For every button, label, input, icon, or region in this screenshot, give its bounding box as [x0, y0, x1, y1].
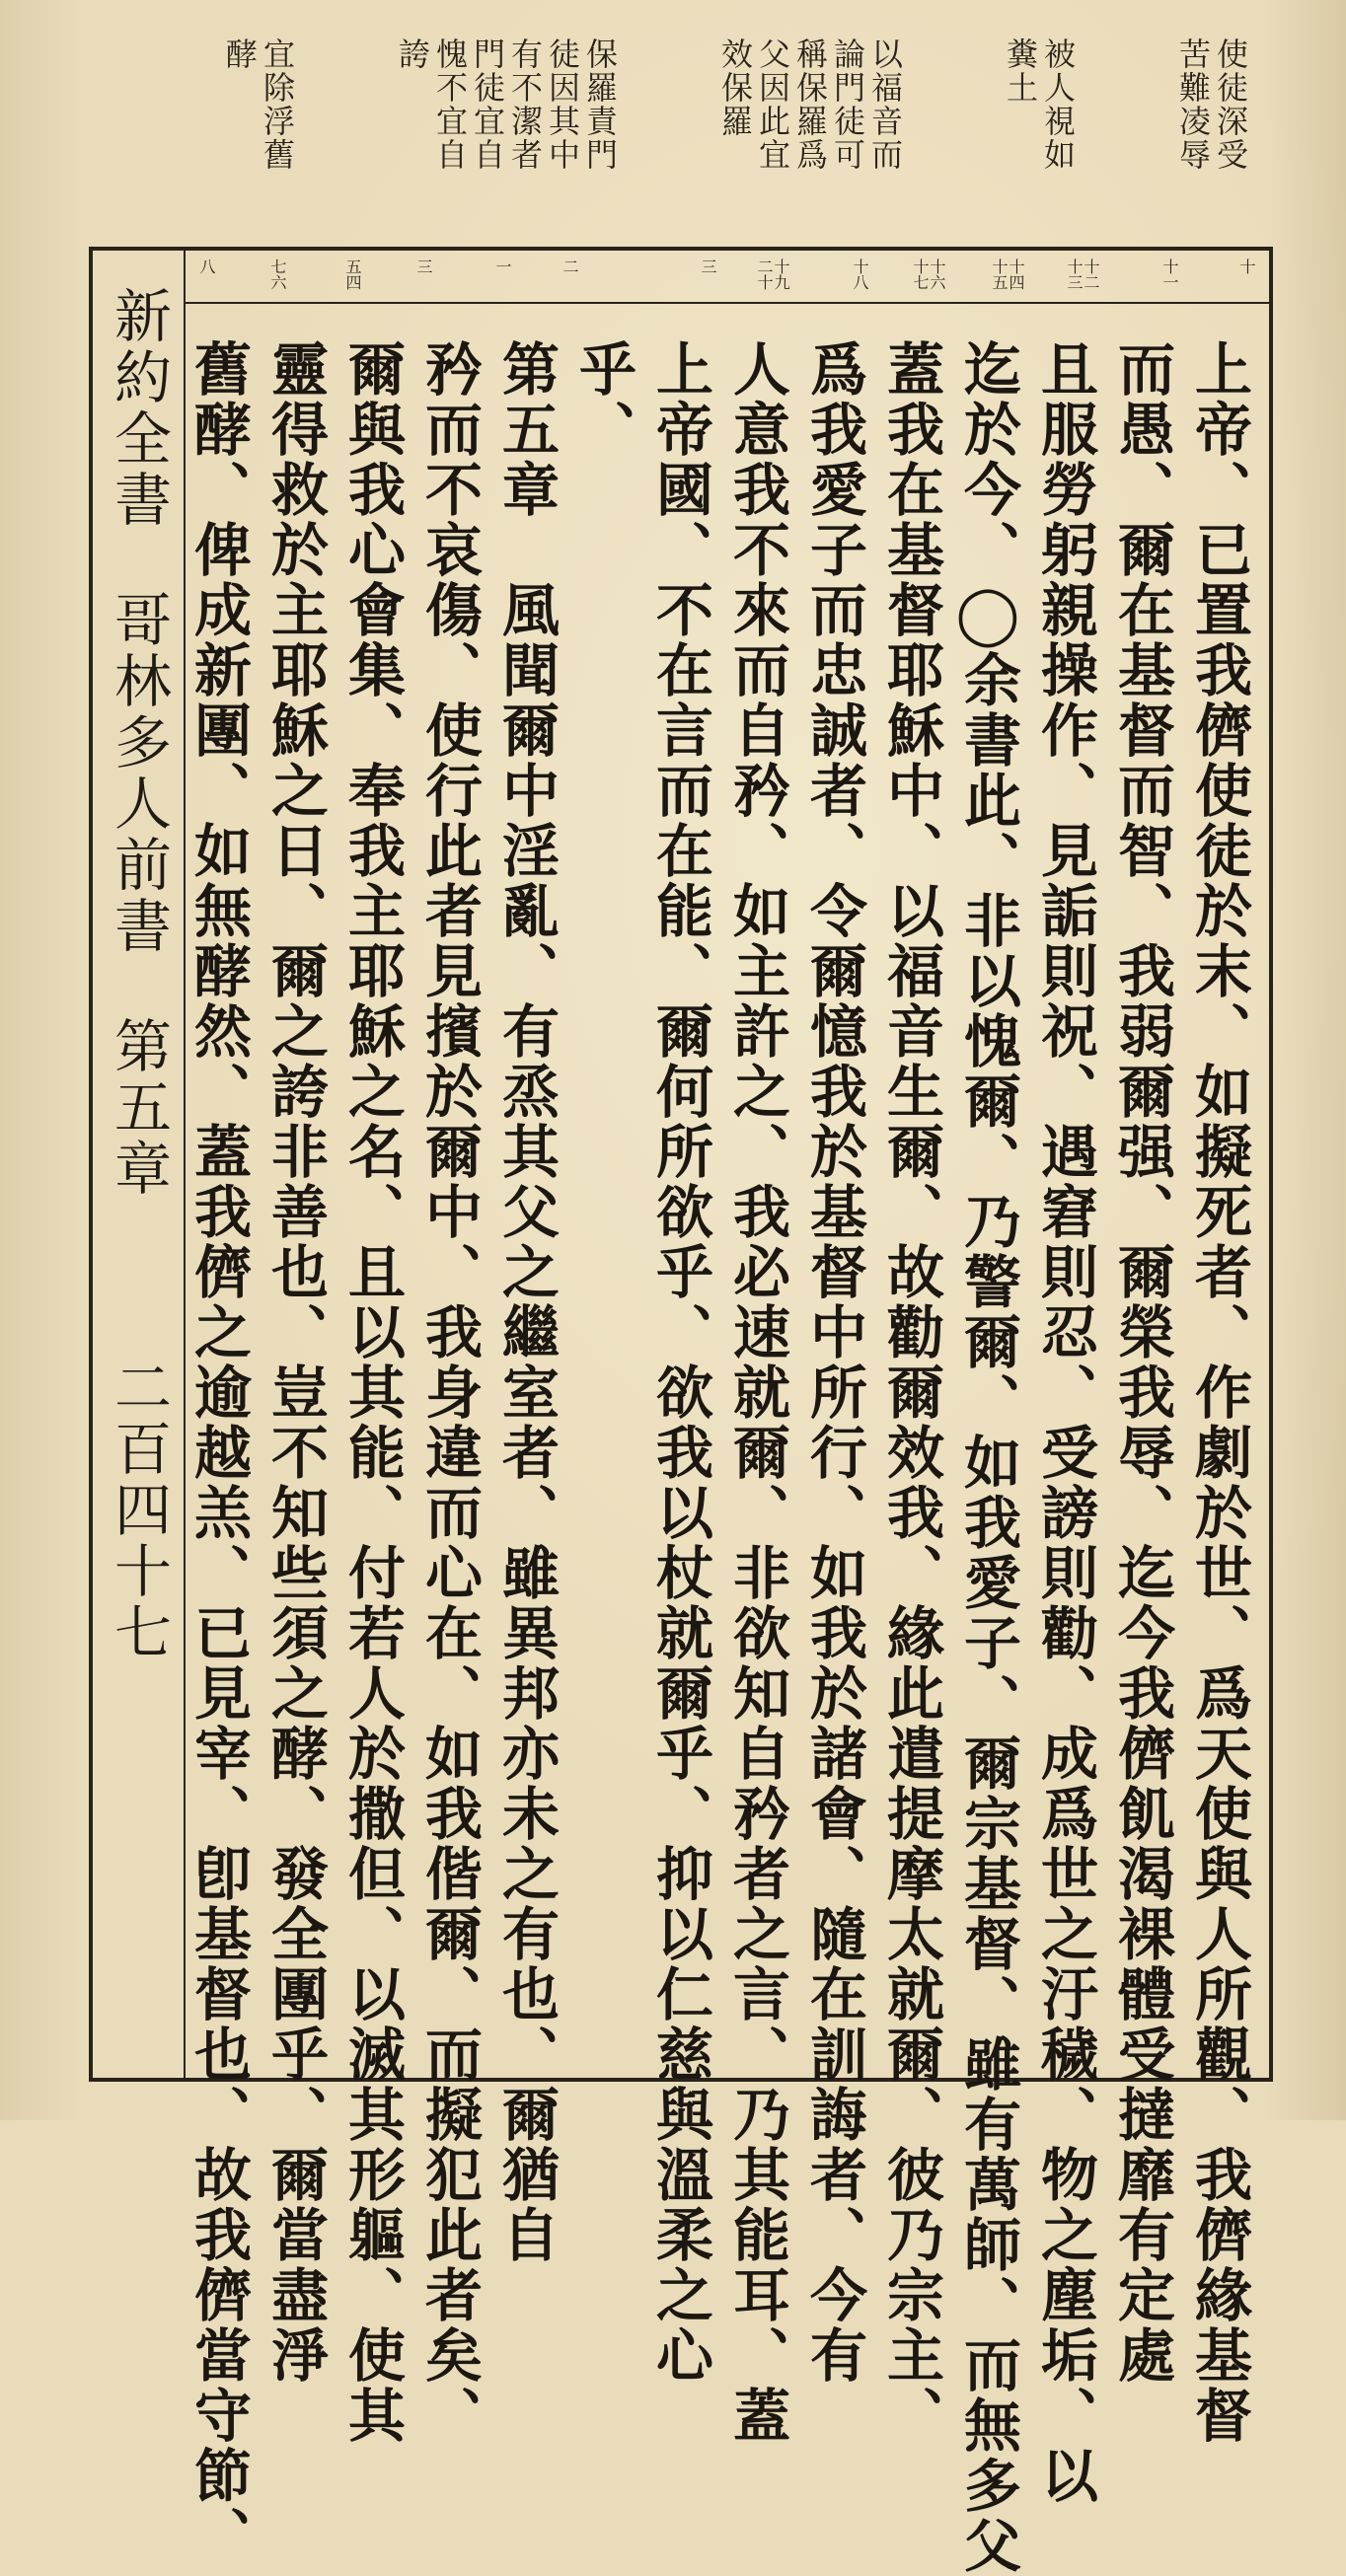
note-line: 稱保羅爲: [791, 37, 829, 172]
verse-number: 五四: [343, 258, 362, 290]
note-line: 酵: [221, 37, 259, 71]
verse-number: 十九二十: [755, 258, 790, 290]
note-group-2: [1003, 37, 1076, 235]
verse-number: 十六十七: [911, 258, 946, 290]
note-line: 保羅責門: [581, 37, 619, 172]
text-column: 爲我愛子而忠誠者、令爾憶我於基督中所行、如我於諸會、隨在訓誨者、今有: [800, 339, 867, 2386]
text-column: 蓋我在基督耶穌中、以福音生爾、故勸爾效我、緣此遣提摩太就爾、彼乃宗主、: [877, 339, 944, 2446]
verse-number: 一: [493, 258, 512, 274]
note-line: 苦難凌辱: [1174, 37, 1212, 172]
verse-number: 二: [561, 258, 579, 274]
verse-number: 七六: [268, 258, 287, 290]
text-column: 第五章 風聞爾中淫亂、有烝其父之繼室者、雖異邦亦未之有也、爾猶自: [492, 339, 560, 2265]
text-column: 上帝國、不在言而在能、爾何所欲乎、欲我以杖就爾乎、抑以仁慈與溫柔之心: [646, 339, 713, 2386]
note-line: 父因此宜: [754, 37, 791, 172]
book-title: 新約全書: [105, 286, 172, 531]
text-column: 迄於今、◯余書此、非以愧爾、乃警爾、如我愛子、爾宗基督、雖有萬師、而無多父: [954, 339, 1021, 2576]
verse-number: 十四十五: [990, 258, 1025, 290]
chapter-label: 第五章: [105, 1016, 172, 1200]
note-line: 以福音而: [866, 37, 904, 172]
note-line: 徒因其中: [544, 37, 581, 172]
note-line: 使徒深受: [1212, 37, 1249, 172]
chapter-reference: 哥林多人前書: [105, 590, 172, 957]
note-line: 誇: [394, 37, 431, 71]
verse-number: 八: [197, 258, 216, 274]
text-column: 且服勞躬親操作、見詬則祝、遇窘則忍、受謗則勸、成爲世之汙穢、物之塵垢、以: [1031, 339, 1098, 2506]
margin-column: [93, 251, 186, 2078]
note-line: 被人視如: [1039, 37, 1077, 172]
text-column: 人意我不來而自矜、如主許之、我必速就爾、非欲知自矜者之言、乃其能耳、蓋: [723, 339, 790, 2446]
verse-number: 三: [699, 258, 717, 274]
text-column: 爾與我心會集、奉我主耶穌之名、且以其能、付若人於撒但、以滅其形軀、使其: [338, 339, 406, 2446]
text-frame: [89, 247, 1273, 2576]
note-line: 效保羅: [716, 37, 754, 138]
text-column: 而愚、爾在基督而智、我弱爾强、爾榮我辱、迄今我儕飢渴裸體受撻靡有定處: [1108, 339, 1175, 2386]
text-column: 矜而不哀傷、使行此者見擯於爾中、我身違而心在、如我偕爾、而擬犯此者矣、: [415, 339, 483, 2446]
note-line: 愧不宜自: [431, 37, 469, 172]
verse-number: 十一: [1160, 258, 1179, 290]
note-group-5: [222, 37, 295, 235]
verse-number: 三: [414, 258, 433, 274]
note-line: 糞土: [1002, 37, 1039, 105]
margin-title: [93, 286, 184, 1663]
note-line: 宜除浮舊: [259, 37, 296, 172]
verse-number-row: [184, 251, 1269, 304]
note-line: 門徒宜自: [469, 37, 506, 172]
verse-number: 十二十三: [1065, 258, 1100, 290]
text-column: 乎、: [569, 339, 636, 460]
note-group-3: [717, 37, 903, 235]
note-group-1: [1175, 37, 1248, 235]
text-column: 舊酵、俾成新團、如無酵然、蓋我儕之逾越羔、已見宰、卽基督也、故我儕當守節、: [185, 339, 252, 2566]
text-column: 上帝、已置我儕使徒於末、如擬死者、作劇於世、爲天使與人所觀、我儕緣基督: [1185, 339, 1252, 2446]
note-line: 論門徒可: [829, 37, 866, 172]
verse-number: 十: [1237, 258, 1256, 274]
page-number: 二百四十七: [105, 1358, 172, 1663]
text-body: [185, 339, 1252, 2576]
verse-number: 十八: [851, 258, 869, 290]
text-column: 靈得救於主耶穌之日、爾之誇非善也、豈不知些須之酵、發全團乎、爾當盡淨: [262, 339, 329, 2386]
note-group-4: [395, 37, 618, 235]
note-line: 有不潔者: [506, 37, 544, 172]
top-notes: [222, 37, 1248, 235]
